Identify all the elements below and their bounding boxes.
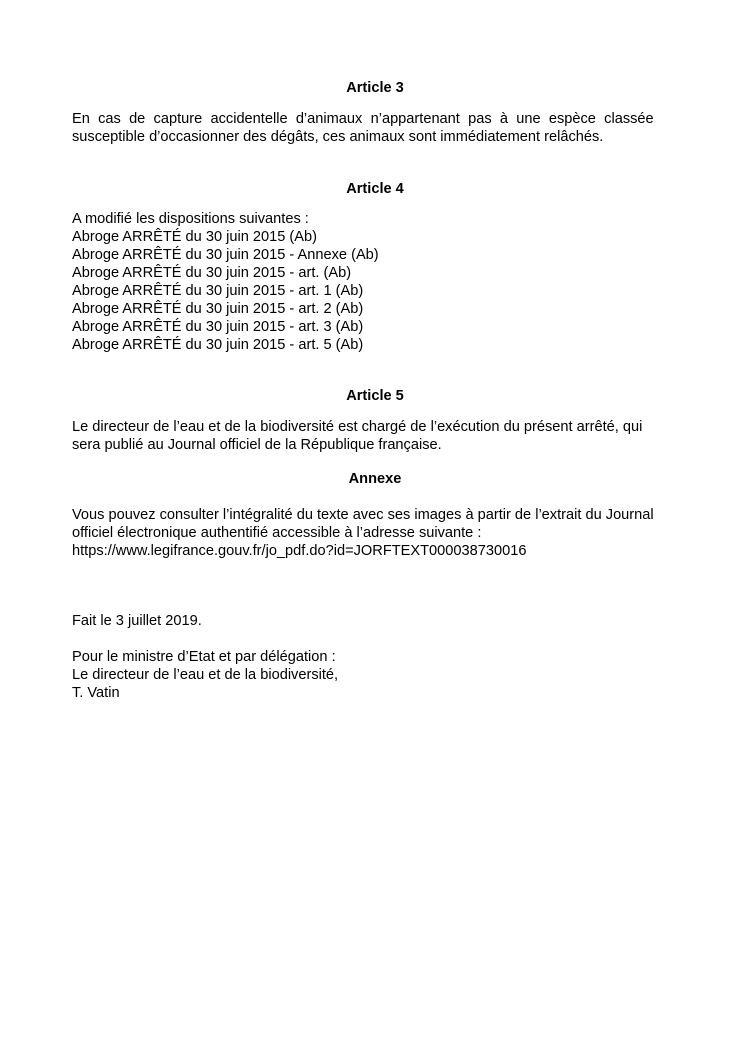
signature-block [72,648,678,702]
article-5-heading: Article 5 [346,388,404,404]
signature-line: Pour le ministre d’Etat et par délégation : [72,649,336,665]
abrogation-item: Abroge ARRÊTÉ du 30 juin 2015 - art. 1 (Ab) [72,283,364,299]
abrogation-item: Abroge ARRÊTÉ du 30 juin 2015 (Ab) [72,229,317,245]
abrogation-item: Abroge ARRÊTÉ du 30 juin 2015 - Annexe (Ab) [72,247,379,263]
article-3-body [72,110,678,146]
annexe-url: https://www.legifrance.gouv.fr/jo_pdf.do?id=JORFTEXT000038730016 [72,543,527,559]
abrogation-item: Abroge ARRÊTÉ du 30 juin 2015 - art. 5 (Ab) [72,337,364,353]
article-4-heading: Article 4 [346,181,404,197]
annexe-body [72,506,678,560]
article-5-line: sera publié au Journal officiel de la République française. [72,437,442,453]
signatory-name: T. Vatin [72,685,120,701]
abrogation-item: Abroge ARRÊTÉ du 30 juin 2015 - art. 3 (Ab) [72,319,364,335]
annexe-line: officiel électronique authentifié accessible à l’adresse suivante : [72,525,482,541]
abrogation-item: Abroge ARRÊTÉ du 30 juin 2015 - art. (Ab) [72,265,352,281]
article-3-line: susceptible d’occasionner des dégâts, ces animaux sont immédiatement relâchés. [72,129,604,145]
modification-intro: A modifié les dispositions suivantes : [72,211,309,227]
article-3-line: En cas de capture accidentelle d’animaux n’appartenant pas à une espèce classée [72,111,654,127]
article-5-line: Le directeur de l’eau et de la biodiversité est chargé de l’exécution du présent arrêté, qui [72,419,643,435]
abrogation-item: Abroge ARRÊTÉ du 30 juin 2015 - art. 2 (Ab) [72,301,364,317]
date-line: Fait le 3 juillet 2019. [72,613,202,629]
article-3-heading: Article 3 [346,80,404,96]
annexe-heading: Annexe [348,471,402,487]
article-5-body [72,418,678,454]
signature-line: Le directeur de l’eau et de la biodiversité, [72,667,339,683]
article-4-body [72,210,678,354]
annexe-line: Vous pouvez consulter l’intégralité du texte avec ses images à partir de l’extrait du Journal [72,507,654,523]
